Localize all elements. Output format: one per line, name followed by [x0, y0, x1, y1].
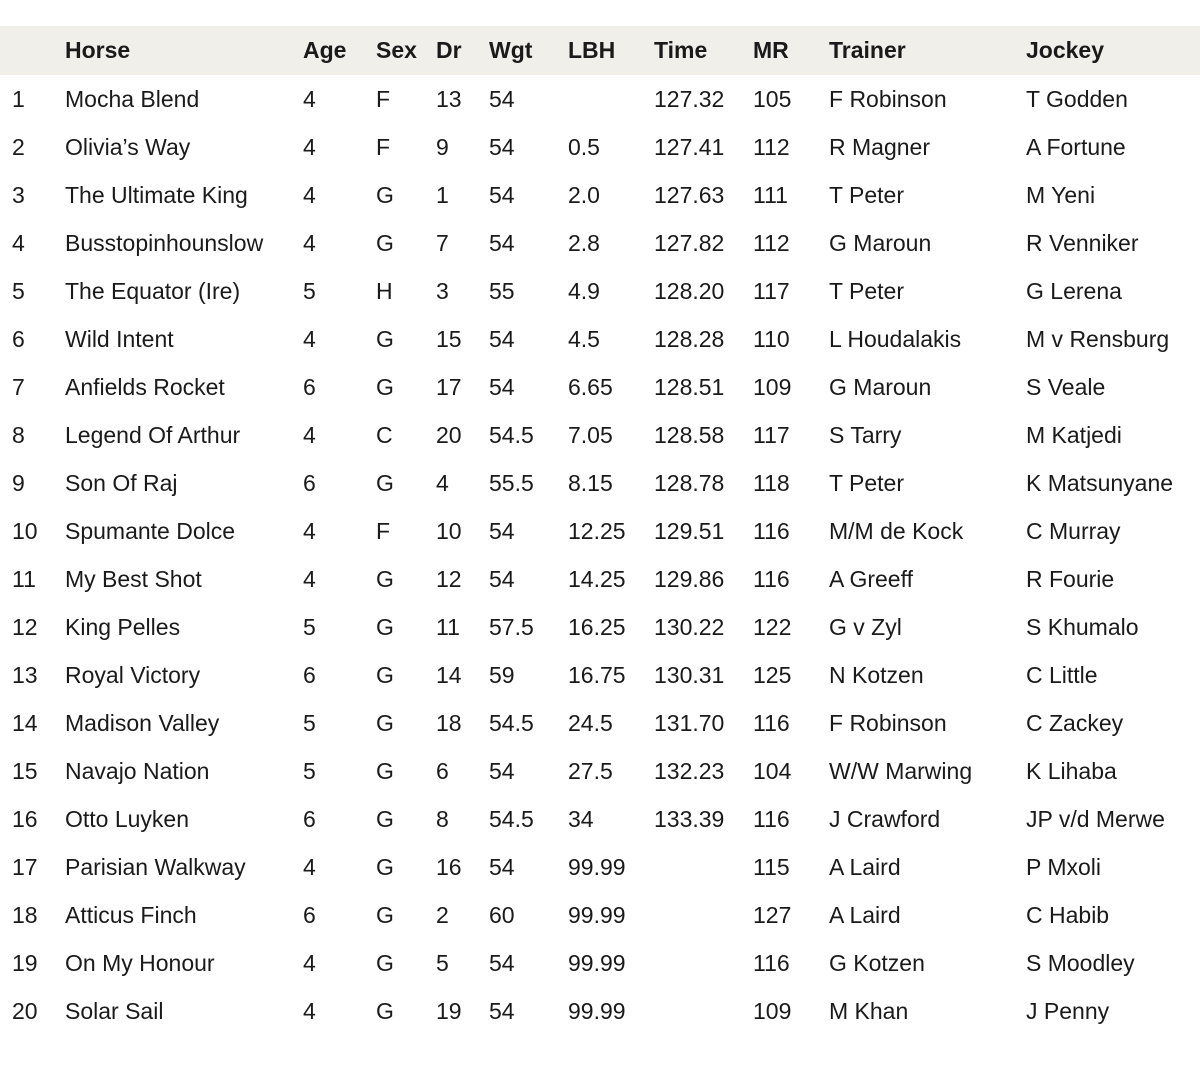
cell-draw: 19	[436, 997, 462, 1024]
cell-weight: 55.5	[489, 469, 534, 496]
header-lbh: LBH	[568, 37, 616, 63]
table-header	[0, 26, 1200, 75]
cell-horse: Royal Victory	[65, 661, 201, 688]
cell-weight: 54.5	[489, 709, 534, 736]
cell-time: 131.70	[654, 709, 725, 736]
cell-time: 132.23	[654, 757, 725, 784]
cell-trainer: T Peter	[829, 277, 904, 304]
cell-trainer: W/W Marwing	[829, 757, 973, 784]
cell-mr: 109	[753, 997, 792, 1024]
cell-weight: 54	[489, 757, 515, 784]
cell-mr: 116	[753, 517, 790, 544]
cell-age: 4	[303, 949, 316, 976]
table-row	[0, 699, 1200, 747]
cell-time: 133.39	[654, 805, 725, 832]
cell-lbh: 34	[568, 805, 594, 832]
cell-mr: 117	[753, 421, 790, 448]
cell-mr: 105	[753, 85, 792, 112]
cell-age: 6	[303, 805, 316, 832]
cell-lbh: 99.99	[568, 997, 626, 1024]
cell-position: 5	[12, 277, 25, 304]
cell-time: 127.41	[654, 133, 725, 160]
cell-sex: G	[376, 805, 394, 832]
cell-time: 128.20	[654, 277, 725, 304]
cell-time: 127.82	[654, 229, 725, 256]
cell-jockey: S Moodley	[1026, 949, 1135, 976]
cell-position: 2	[12, 133, 25, 160]
cell-horse: Parisian Walkway	[65, 853, 246, 880]
table-body	[0, 75, 1200, 1035]
cell-sex: G	[376, 565, 394, 592]
cell-weight: 54	[489, 949, 515, 976]
cell-weight: 57.5	[489, 613, 534, 640]
cell-lbh: 14.25	[568, 565, 626, 592]
cell-age: 4	[303, 133, 316, 160]
cell-jockey: A Fortune	[1026, 133, 1126, 160]
cell-position: 9	[12, 469, 25, 496]
cell-position: 3	[12, 181, 25, 208]
cell-position: 14	[12, 709, 38, 736]
cell-position: 12	[12, 613, 38, 640]
cell-weight: 54	[489, 85, 515, 112]
cell-mr: 104	[753, 757, 792, 784]
header-age: Age	[303, 37, 347, 63]
cell-draw: 11	[436, 613, 460, 640]
cell-sex: F	[376, 517, 391, 544]
cell-lbh: 99.99	[568, 853, 626, 880]
header-weight: Wgt	[489, 37, 533, 63]
cell-horse: Legend Of Arthur	[65, 421, 241, 448]
cell-draw: 3	[436, 277, 449, 304]
cell-lbh: 2.8	[568, 229, 600, 256]
cell-position: 20	[12, 997, 38, 1024]
cell-trainer: M Khan	[829, 997, 909, 1024]
cell-jockey: M v Rensburg	[1026, 325, 1170, 352]
header-position	[0, 26, 65, 75]
table-row	[0, 651, 1200, 699]
cell-position: 10	[12, 517, 38, 544]
cell-position: 16	[12, 805, 38, 832]
cell-age: 5	[303, 709, 316, 736]
cell-trainer: A Laird	[829, 853, 901, 880]
cell-draw: 7	[436, 229, 449, 256]
cell-position: 1	[12, 85, 25, 112]
cell-jockey: S Veale	[1026, 373, 1106, 400]
table-row	[0, 795, 1200, 843]
table-row	[0, 123, 1200, 171]
cell-time: 128.58	[654, 421, 725, 448]
header-horse: Horse	[65, 37, 131, 63]
cell-trainer: A Greeff	[829, 565, 913, 592]
cell-position: 4	[12, 229, 25, 256]
table-row	[0, 555, 1200, 603]
cell-mr: 118	[753, 469, 790, 496]
cell-weight: 54	[489, 181, 515, 208]
cell-age: 6	[303, 901, 316, 928]
cell-position: 18	[12, 901, 38, 928]
cell-lbh: 99.99	[568, 949, 626, 976]
header-jockey: Jockey	[1026, 37, 1105, 63]
cell-age: 4	[303, 325, 316, 352]
cell-horse: Olivia’s Way	[65, 133, 191, 160]
cell-lbh: 4.9	[568, 277, 600, 304]
cell-draw: 20	[436, 421, 462, 448]
cell-sex: G	[376, 853, 394, 880]
cell-age: 4	[303, 181, 316, 208]
cell-weight: 54	[489, 133, 515, 160]
cell-lbh: 7.05	[568, 421, 613, 448]
table-row	[0, 987, 1200, 1035]
cell-trainer: T Peter	[829, 181, 904, 208]
cell-jockey: M Yeni	[1026, 181, 1096, 208]
cell-weight: 59	[489, 661, 515, 688]
cell-jockey: M Katjedi	[1026, 421, 1122, 448]
cell-position: 17	[12, 853, 38, 880]
cell-weight: 54	[489, 997, 515, 1024]
table-row	[0, 411, 1200, 459]
cell-jockey: C Habib	[1026, 901, 1110, 928]
cell-horse: The Equator (Ire)	[65, 277, 241, 304]
cell-weight: 54	[489, 517, 515, 544]
table-row	[0, 507, 1200, 555]
cell-mr: 125	[753, 661, 792, 688]
cell-lbh: 8.15	[568, 469, 613, 496]
cell-time: 130.22	[654, 613, 725, 640]
cell-horse: Wild Intent	[65, 325, 174, 352]
cell-jockey: K Lihaba	[1026, 757, 1117, 784]
cell-sex: G	[376, 661, 394, 688]
cell-mr: 116	[753, 805, 790, 832]
cell-horse: Son Of Raj	[65, 469, 178, 496]
cell-age: 4	[303, 85, 316, 112]
cell-horse: Spumante Dolce	[65, 517, 236, 544]
table-row	[0, 891, 1200, 939]
cell-age: 6	[303, 469, 316, 496]
cell-sex: G	[376, 229, 394, 256]
cell-draw: 1	[436, 181, 449, 208]
cell-sex: G	[376, 181, 394, 208]
cell-mr: 116	[753, 949, 790, 976]
cell-sex: H	[376, 277, 393, 304]
header-trainer: Trainer	[829, 37, 906, 63]
cell-time	[654, 939, 753, 987]
table-row	[0, 603, 1200, 651]
cell-horse: On My Honour	[65, 949, 215, 976]
cell-sex: G	[376, 469, 394, 496]
cell-draw: 18	[436, 709, 462, 736]
cell-mr: 122	[753, 613, 792, 640]
cell-position: 19	[12, 949, 38, 976]
cell-weight: 54	[489, 325, 515, 352]
cell-age: 4	[303, 229, 316, 256]
cell-draw: 15	[436, 325, 462, 352]
cell-age: 5	[303, 277, 316, 304]
cell-time: 130.31	[654, 661, 725, 688]
cell-lbh: 12.25	[568, 517, 626, 544]
table-row	[0, 363, 1200, 411]
cell-age: 6	[303, 661, 316, 688]
table-row	[0, 267, 1200, 315]
cell-trainer: S Tarry	[829, 421, 902, 448]
cell-trainer: G Maroun	[829, 229, 932, 256]
race-results-table	[0, 26, 1200, 1035]
header-sex: Sex	[376, 37, 417, 63]
cell-age: 6	[303, 373, 316, 400]
cell-mr: 117	[753, 277, 790, 304]
cell-lbh: 0.5	[568, 133, 600, 160]
cell-lbh: 16.75	[568, 661, 626, 688]
table-row	[0, 459, 1200, 507]
cell-lbh: 6.65	[568, 373, 613, 400]
cell-time: 127.63	[654, 181, 725, 208]
cell-time: 128.78	[654, 469, 725, 496]
cell-horse: Atticus Finch	[65, 901, 197, 928]
cell-sex: G	[376, 901, 394, 928]
cell-lbh: 24.5	[568, 709, 613, 736]
cell-sex: F	[376, 133, 391, 160]
table-row	[0, 747, 1200, 795]
cell-weight: 54	[489, 373, 515, 400]
cell-jockey: T Godden	[1026, 85, 1128, 112]
cell-mr: 116	[753, 565, 790, 592]
cell-trainer: M/M de Kock	[829, 517, 964, 544]
cell-time: 129.51	[654, 517, 725, 544]
cell-position: 13	[12, 661, 38, 688]
cell-age: 4	[303, 565, 316, 592]
cell-jockey: C Murray	[1026, 517, 1121, 544]
cell-trainer: L Houdalakis	[829, 325, 962, 352]
cell-time: 127.32	[654, 85, 725, 112]
cell-weight: 54	[489, 565, 515, 592]
cell-jockey: C Zackey	[1026, 709, 1124, 736]
cell-horse: King Pelles	[65, 613, 181, 640]
cell-draw: 4	[436, 469, 449, 496]
header-time: Time	[654, 37, 708, 63]
cell-jockey: K Matsunyane	[1026, 469, 1174, 496]
cell-sex: G	[376, 949, 394, 976]
cell-position: 15	[12, 757, 38, 784]
cell-sex: C	[376, 421, 393, 448]
cell-trainer: F Robinson	[829, 709, 947, 736]
cell-trainer: T Peter	[829, 469, 904, 496]
cell-weight: 54.5	[489, 805, 534, 832]
cell-mr: 110	[753, 325, 790, 352]
cell-weight: 55	[489, 277, 515, 304]
cell-draw: 12	[436, 565, 462, 592]
cell-jockey: R Venniker	[1026, 229, 1139, 256]
cell-mr: 112	[753, 229, 790, 256]
cell-draw: 2	[436, 901, 449, 928]
cell-time: 128.28	[654, 325, 725, 352]
cell-lbh: 4.5	[568, 325, 600, 352]
cell-trainer: G v Zyl	[829, 613, 902, 640]
header-draw: Dr	[436, 37, 462, 63]
cell-horse: Busstopinhounslow	[65, 229, 264, 256]
cell-weight: 54.5	[489, 421, 534, 448]
cell-time	[654, 987, 753, 1035]
cell-age: 4	[303, 517, 316, 544]
cell-horse: Mocha Blend	[65, 85, 200, 112]
cell-mr: 111	[753, 181, 788, 208]
cell-horse: Otto Luyken	[65, 805, 190, 832]
cell-jockey: C Little	[1026, 661, 1098, 688]
cell-lbh: 27.5	[568, 757, 613, 784]
cell-jockey: R Fourie	[1026, 565, 1115, 592]
cell-trainer: R Magner	[829, 133, 930, 160]
table-row	[0, 171, 1200, 219]
cell-time: 128.51	[654, 373, 725, 400]
cell-time	[654, 891, 753, 939]
cell-mr: 116	[753, 709, 790, 736]
cell-time: 129.86	[654, 565, 725, 592]
cell-mr: 109	[753, 373, 792, 400]
cell-horse: My Best Shot	[65, 565, 202, 592]
cell-draw: 16	[436, 853, 462, 880]
cell-trainer: F Robinson	[829, 85, 947, 112]
cell-mr: 127	[753, 901, 792, 928]
cell-weight: 54	[489, 229, 515, 256]
cell-sex: G	[376, 709, 394, 736]
cell-lbh: 16.25	[568, 613, 626, 640]
cell-draw: 9	[436, 133, 449, 160]
cell-trainer: G Kotzen	[829, 949, 925, 976]
cell-position: 8	[12, 421, 25, 448]
cell-age: 4	[303, 853, 316, 880]
cell-age: 5	[303, 613, 316, 640]
cell-trainer: N Kotzen	[829, 661, 924, 688]
cell-mr: 112	[753, 133, 790, 160]
cell-sex: G	[376, 373, 394, 400]
cell-draw: 8	[436, 805, 449, 832]
cell-lbh: 99.99	[568, 901, 626, 928]
cell-lbh	[568, 75, 654, 123]
cell-age: 4	[303, 421, 316, 448]
cell-draw: 10	[436, 517, 462, 544]
header-mr: MR	[753, 37, 789, 63]
cell-weight: 54	[489, 853, 515, 880]
cell-draw: 6	[436, 757, 449, 784]
table-row	[0, 315, 1200, 363]
cell-position: 7	[12, 373, 25, 400]
table-row	[0, 843, 1200, 891]
cell-trainer: G Maroun	[829, 373, 932, 400]
cell-lbh: 2.0	[568, 181, 600, 208]
cell-draw: 17	[436, 373, 462, 400]
cell-horse: Navajo Nation	[65, 757, 210, 784]
table-row	[0, 75, 1200, 123]
cell-jockey: P Mxoli	[1026, 853, 1101, 880]
cell-jockey: G Lerena	[1026, 277, 1122, 304]
cell-horse: Madison Valley	[65, 709, 220, 736]
cell-sex: F	[376, 85, 391, 112]
cell-position: 6	[12, 325, 25, 352]
cell-age: 5	[303, 757, 316, 784]
cell-sex: G	[376, 613, 394, 640]
cell-horse: The Ultimate King	[65, 181, 248, 208]
cell-draw: 13	[436, 85, 462, 112]
cell-draw: 5	[436, 949, 449, 976]
cell-weight: 60	[489, 901, 515, 928]
cell-sex: G	[376, 757, 394, 784]
cell-trainer: J Crawford	[829, 805, 941, 832]
header-row	[0, 26, 1200, 75]
cell-trainer: A Laird	[829, 901, 901, 928]
table-row	[0, 939, 1200, 987]
cell-jockey: J Penny	[1026, 997, 1110, 1024]
cell-jockey: JP v/d Merwe	[1026, 805, 1165, 832]
cell-age: 4	[303, 997, 316, 1024]
cell-horse: Solar Sail	[65, 997, 164, 1024]
cell-sex: G	[376, 997, 394, 1024]
cell-time	[654, 843, 753, 891]
cell-mr: 115	[753, 853, 790, 880]
cell-position: 11	[12, 565, 36, 592]
table-row	[0, 219, 1200, 267]
cell-draw: 14	[436, 661, 462, 688]
cell-jockey: S Khumalo	[1026, 613, 1139, 640]
cell-horse: Anfields Rocket	[65, 373, 225, 400]
cell-sex: G	[376, 325, 394, 352]
